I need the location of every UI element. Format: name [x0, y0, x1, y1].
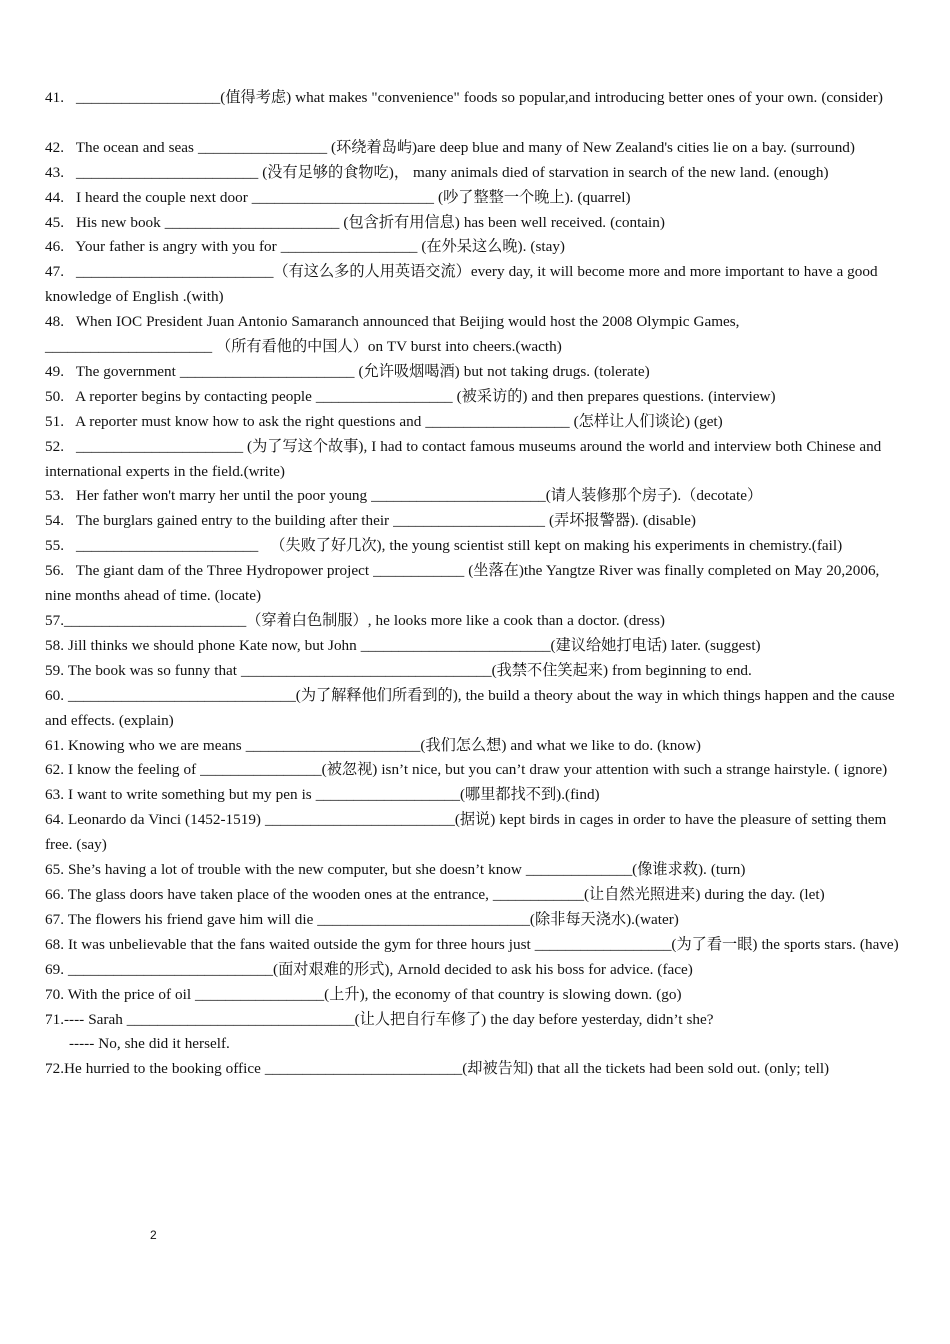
exercise-48: 48. When IOC President Juan Antonio Samaranch announced that Beijing would host the 2008 Olympic Games, ______________________ （所有看他的中国人）on TV burst into cheers.(wacth) — [45, 313, 744, 356]
exercise-47: 47. __________________________（有这么多的人用英语交流）every day, it will become more and more important to have a good knowledge of English .(with) — [45, 263, 882, 306]
exercise-59: 59. The book was so funny that _________________________________(我禁不住笑起来) from beginning to end. — [45, 661, 752, 679]
exercise-62: 62. I know the feeling of ________________(被忽视) isn’t nice, but you can’t draw your attention with such a strange hairstyle. ( ignore) — [45, 761, 888, 779]
exercise-56: 56. The giant dam of the Three Hydropower project ____________ (坐落在)the Yangtze River was finally completed on May 20,2006, nine months ahead of time. (locate) — [45, 562, 884, 605]
exercise-55: 55. ________________________ （失败了好几次), the young scientist still kept on making his experiments in chemistry.(fail) — [45, 537, 843, 555]
exercise-66: 66. The glass doors have taken place of the wooden ones at the entrance, ____________(让自然光照进来) during the day. (let) — [45, 885, 825, 903]
exercise-52: 52. ______________________ (为了写这个故事), I had to contact famous museums around the world and interview both Chinese and international experts in the field.(write) — [45, 437, 886, 480]
exercise-41: 41. ___________________(值得考虑) what makes "convenience" foods so popular,and introducing better ones of your own. (consider) — [45, 89, 883, 106]
exercise-45: 45. His new book _______________________ (包含折有用信息) has been well received. (contain) — [45, 213, 665, 231]
exercise-70: 70. With the price of oil _________________(上升), the economy of that country is slowing down. (go) — [45, 985, 682, 1003]
exercise-43: 43. ________________________ (没有足够的食物吃)， many animals died of starvation in search of the new land. (enough) — [45, 163, 829, 181]
blank-line — [45, 111, 909, 136]
exercise-65: 65. She’s having a lot of trouble with the new computer, but she doesn’t know ______________(像谁求救). (turn) — [45, 861, 746, 879]
exercise-63: 63. I want to write something but my pen is ___________________(哪里都找不到).(find) — [45, 786, 600, 804]
exercise-50: 50. A reporter begins by contacting people __________________ (被采访的) and then prepares questions. (interview) — [45, 387, 776, 405]
exercise-54: 54. The burglars gained entry to the building after their ____________________ (弄坏报警器). (disable) — [45, 512, 696, 530]
page-number: 2 — [150, 1228, 157, 1242]
exercise-64: 64. Leonardo da Vinci (1452-1519) _________________________(据说) kept birds in cages in order to have the pleasure of setting them free. (say) — [45, 811, 891, 854]
exercise-57: 57.________________________（穿着白色制服）, he looks more like a cook than a doctor. (dress) — [45, 612, 665, 630]
exercise-72: 72.He hurried to the booking office __________________________(却被告知) that all the tickets had been sold out. (only; tell) — [45, 1060, 830, 1078]
exercise-69: 69. ___________________________(面对艰难的形式), Arnold decided to ask his boss for advice. (face) — [45, 960, 693, 978]
exercise-67: 67. The flowers his friend gave him will die ____________________________(除非每天浇水).(water) — [45, 910, 679, 928]
exercise-71: 71.---- Sarah ______________________________(让人把自行车修了) the day before yesterday, didn’t she? ----- No, she did it herself. — [45, 1010, 714, 1053]
exercise-42: 42. The ocean and seas _________________ (环绕着岛屿)are deep blue and many of New Zealand's cities lie on a bay. (surround) — [45, 138, 855, 156]
exercise-list — [45, 86, 909, 1082]
exercise-60: 60. ______________________________(为了解释他们所看到的), the build a theory about the way in which things happen and the cause and effects. (explain) — [45, 686, 899, 729]
exercise-61: 61. Knowing who we are means _______________________(我们怎么想) and what we like to do. (know) — [45, 736, 701, 754]
exercise-46: 46. Your father is angry with you for __________________ (在外呆这么晚). (stay) — [45, 238, 565, 256]
exercise-44: 44. I heard the couple next door ________________________ (吵了整整一个晚上). (quarrel) — [45, 188, 631, 206]
exercise-53: 53. Her father won't marry her until the poor young _______________________(请人装修那个房子).（decotate） — [45, 487, 763, 505]
exercise-58: 58. Jill thinks we should phone Kate now, but John _________________________(建议给她打电话) later. (suggest) — [45, 636, 761, 654]
exercise-68: 68. It was unbelievable that the fans waited outside the gym for three hours just __________________(为了看一眼) the sports stars. (have) — [45, 935, 899, 953]
exercise-49: 49. The government _______________________ (允许吸烟喝酒) but not taking drugs. (tolerate) — [45, 362, 650, 380]
exercise-51: 51. A reporter must know how to ask the right questions and ___________________ (怎样让人们谈论) (get) — [45, 412, 723, 430]
